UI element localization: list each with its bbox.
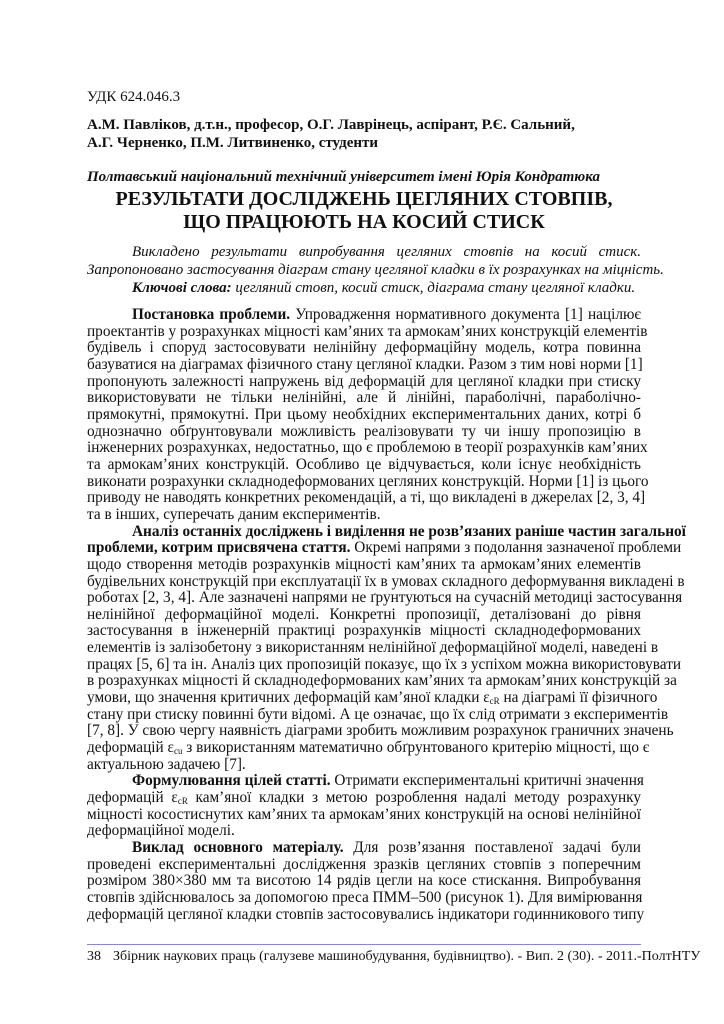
text-run: однозначно обґрунтовували можливість реалізовувати ту чи іншу пропозицію в [87,422,641,440]
text-line [87,722,674,740]
article-title [87,188,641,233]
text-run: стану при стиску повинні бути відомі. А це означає, що їх слід отримати з експериментів [87,705,669,723]
text-line [87,489,646,507]
section-heading: Формулювання цілей статті. [132,772,331,790]
text-run: кам’яної кладки з метою розроблення надалі методу розрахунку [187,789,641,807]
keywords [87,279,641,297]
text-line [87,757,641,774]
text-run: та армокам’яних конструкцій. Особливо це відчувається, коли існує необхідність [87,455,641,473]
text-run: роботах [2, 3, 4]. Але зазначені напрями не ґрунтуються на сучасній методиці застосування [87,589,683,607]
text-run: в розрахунках міцності й складнодеформованих кам’яних та армокам’яних конструкцій за [87,672,677,690]
text-run: на діаграмі її фізичного [499,689,658,707]
text-run: з використанням математично обґрунтованого критерію міцності, що є [182,739,650,757]
text-run: деформацій цегляної кладки стовпів застосовувались індикатори годинникового типу [87,905,645,923]
text-run: розміром 380×380 мм та висотою 14 рядів цегли на косе стискання. Випробування [87,872,641,890]
text-line [87,407,641,424]
authors [87,116,641,152]
text-line [87,507,641,524]
udk-code: УДК 624.046.3 [87,89,181,105]
text-run: Окремі напрями з подолання зазначеної проблеми [350,539,682,557]
text-line [87,390,641,407]
affiliation: Полтавський національний технічний університет імені Юрія Кондратюка [87,169,600,185]
section-heading: Виклад основного матеріалу. [132,839,344,856]
authors-line: А.Г. Черненко, П.М. Литвиненко, студенти [87,135,379,151]
text-line [87,807,641,824]
text-line [87,790,641,807]
text-line [87,823,641,840]
text-run: прямокутні, прямокутні. При цьому необхідних експериментальних даних, котрі б [87,405,641,423]
section-heading: Аналіз останніх досліджень і виділення не розв’язаних раніше частин загальної [132,522,686,540]
text-line [87,589,683,607]
text-line [87,539,682,557]
text-run: деформацій ε [87,739,174,757]
footer-text: Збірник наукових праць (галузеве машинобудування, будівництво). - Вип. 2 (30). - 2011.-ПолтНТУ [113,949,701,964]
text-line [87,672,677,690]
page-footer [87,949,701,965]
text-line [87,439,648,457]
article-body [87,306,686,923]
text-run: приводу не наводять конкретних рекомендацій, а ті, що викладені в джерелах [2, 3, 4] [87,489,646,507]
text-run: використовувати не тільки нелінійні, але й лінійні, параболічні, параболічно- [87,389,641,407]
keywords-text: цегляний стовп, косий стиск, діаграма стану цегляної кладки. [231,280,636,296]
text-run: проектантів у розрахунках міцності кам’яних та армокам’яних конструкцій елементів [87,322,648,340]
text-run: будівельних конструкцій при експлуатації їх в умовах складного деформування викладені в [87,572,685,590]
subscript: cR [177,796,188,807]
text-run: будівель і споруд застосовувати нелінійну деформаційну модель, котра повинна [87,339,641,357]
text-run: умови, що значення критичних деформацій кам’яної кладки ε [87,689,490,707]
text-line [87,340,641,357]
section-heading: проблеми, котрим присвячена стаття. [87,539,351,557]
text-run: інженерних розрахунках, недостатньо, що є проблемою в теорії розрахунків кам’яних [87,439,648,457]
text-run: щодо створення методів розрахунків міцності кам’яних та армокам’яних елементів [87,555,641,573]
text-line [87,873,641,890]
text-run: Для розв’язання поставленої задачі були [343,839,641,856]
text-run: міцності косостиснутих кам’яних та армокам’яних конструкцій на основі нелінійної [87,805,641,823]
text-line [87,557,641,574]
text-line [87,457,641,474]
text-run: [7, 8]. У свою чергу наявність діаграми зробить можливим розрахунок граничних значень [87,722,674,740]
paragraph [87,772,644,840]
text-line [87,374,641,391]
text-line [87,639,659,657]
text-line [87,689,658,707]
text-line [87,623,641,640]
text-run: базуватися на діаграмах фізичного стану цегляної кладки. Разом з тим нові норми [1] [87,355,643,373]
title-line: РЕЗУЛЬТАТИ ДОСЛІДЖЕНЬ ЦЕГЛЯНИХ СТОВПІВ, [115,188,613,210]
text-run: елементів із залізобетону з використанням нелінійної деформаційної моделі, наведені в [87,639,659,657]
subscript: cR [489,696,500,707]
keywords-label: Ключові слова: [132,280,232,296]
text-line [87,607,641,624]
text-run: Упровадження нормативного документа [1] націлює [290,306,641,323]
text-run: Отримати експериментальні критичні значення [330,772,644,790]
abstract [87,243,664,297]
text-line [87,840,641,857]
paragraph [87,306,649,524]
text-line [87,772,644,790]
abstract-line: Запропоновано застосування діаграм стану цегляної кладки в їх розрахунках на міцність. [87,262,664,278]
text-run: працях [5, 6] та ін. Аналіз цих пропозицій показує, що їх з успіхом можна використовувати [87,655,682,673]
text-run: деформацій ε [87,789,178,807]
text-line [87,739,650,757]
text-line [87,472,649,491]
text-line [87,857,641,874]
text-line [87,572,685,591]
abstract-line: Викладено результати випробування цегляних стовпів на косий стиск. [132,244,641,260]
text-line [87,424,641,441]
text-line [87,322,648,341]
text-run: виконати розрахунки складнодеформованих цегляних конструкцій. Норми [1] із цього [87,472,649,490]
text-run: застосування в інженерній практиці розрахунків міцності складнодеформованих [87,622,641,640]
footer-rule [87,944,641,945]
paragraph [87,522,686,774]
text-run: деформаційної моделі. [87,822,235,840]
authors-line: А.М. Павліков, д.т.н., професор, О.Г. Лаврінець, аспірант, Р.Є. Сальний, [87,117,575,133]
subscript: cu [173,746,183,757]
title-line: ЩО ПРАЦЮЮТЬ НА КОСИЙ СТИСК [183,210,545,233]
text-run: пропонують залежності напружень від деформацій для цегляної кладки при стиску [87,372,641,390]
text-line [87,307,641,324]
text-run: та в інших, суперечать даним експериментів. [87,505,381,523]
section-heading: Постановка проблеми. [132,306,291,323]
text-line [87,890,641,907]
text-line [87,655,682,674]
page-number: 38 [87,949,101,964]
text-run: нелінійної деформаційної моделі. Конкретні пропозиції, деталізовані до рівня [87,605,641,623]
text-run: стовпів здійснювалось за допомогою преса ПММ–500 (рисунок 1). Для вимірювання [87,888,643,906]
text-run: проведені експериментальні дослідження зразків цегляних стовпів з поперечним [87,855,641,873]
text-run: актуальною задачею [7]. [87,755,246,773]
text-line [87,357,641,374]
text-line [87,522,686,541]
text-line [87,905,645,924]
text-line [87,705,669,724]
paragraph [87,839,645,923]
